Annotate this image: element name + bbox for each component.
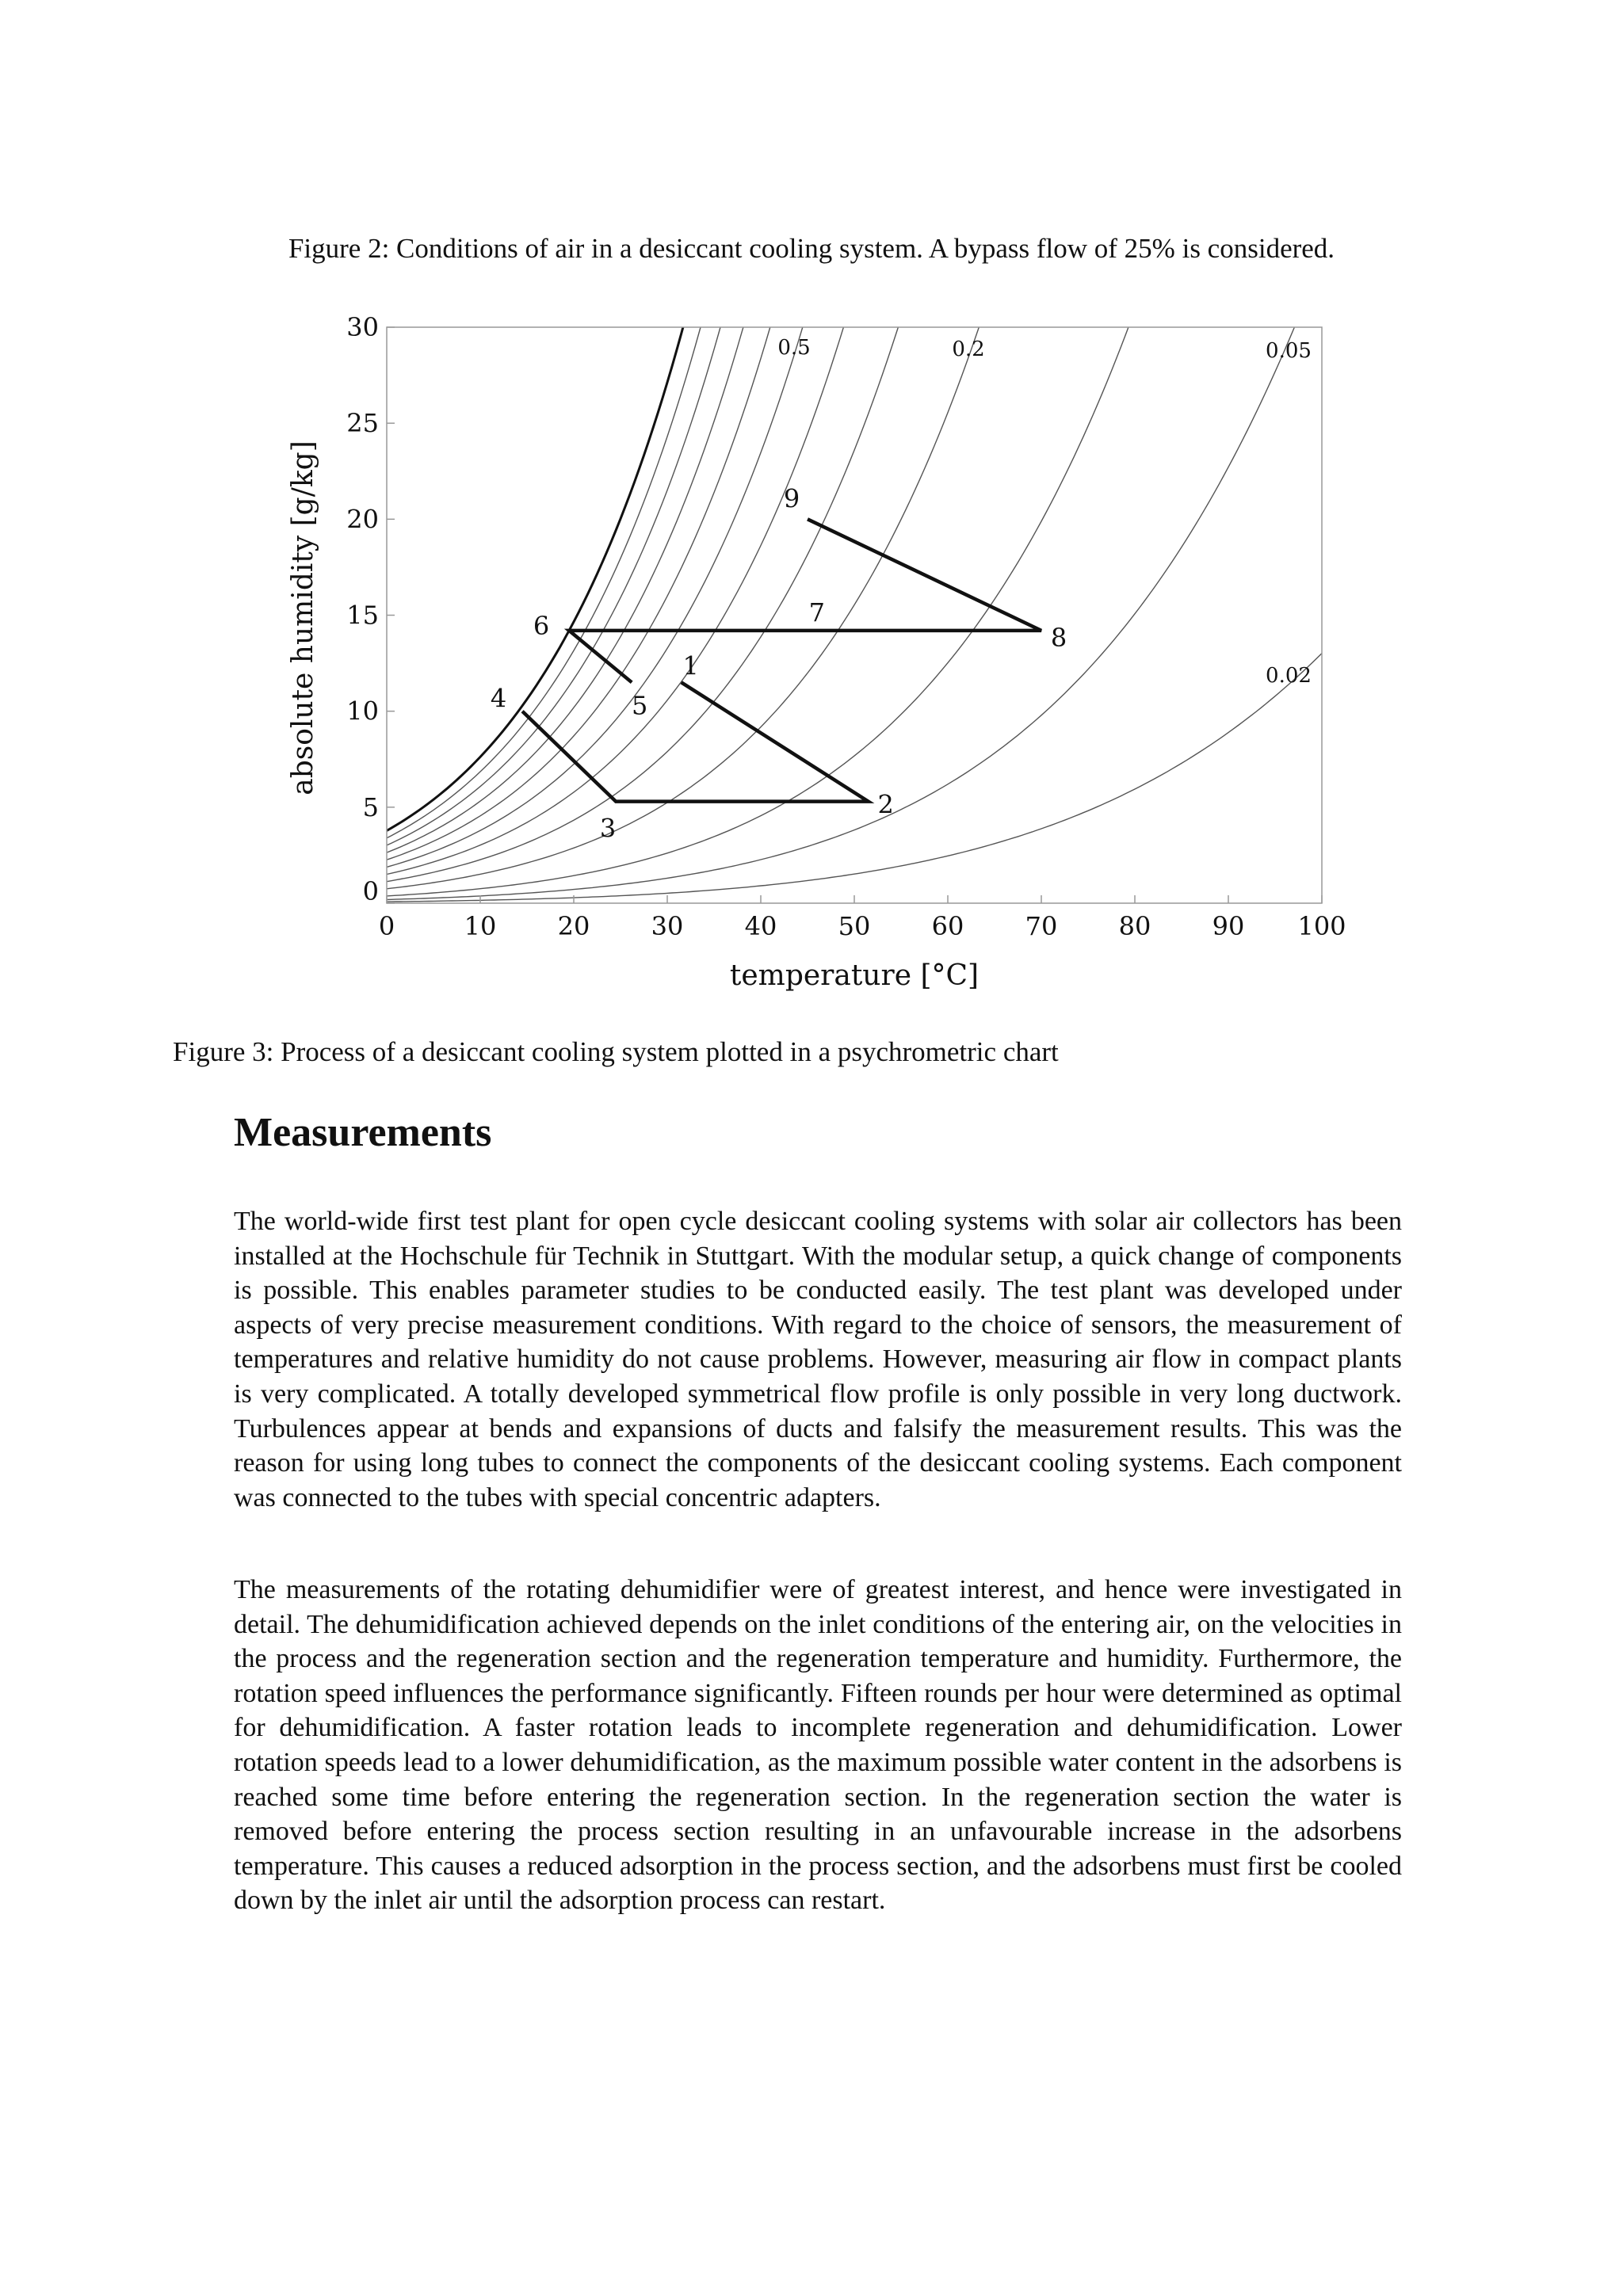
x-tick-label: 70 bbox=[1025, 911, 1058, 941]
process-point-label-9: 9 bbox=[783, 483, 800, 514]
x-tick-label: 30 bbox=[651, 911, 684, 941]
y-tick-label: 20 bbox=[346, 504, 379, 535]
x-tick-label: 80 bbox=[1118, 911, 1151, 941]
process-point-label-7: 7 bbox=[808, 597, 825, 627]
rh-curve-0_05 bbox=[387, 327, 1294, 900]
x-tick-label: 90 bbox=[1212, 911, 1245, 941]
process-point-label-5: 5 bbox=[631, 690, 648, 721]
figure-2-caption: Figure 2: Conditions of air in a desiccant cooling system. A bypass flow of 25% is considered. bbox=[288, 233, 1335, 264]
rh-curve-0_9 bbox=[387, 327, 701, 838]
axis-ticks bbox=[346, 312, 1346, 941]
process-point-label-3: 3 bbox=[599, 813, 617, 844]
process-point-label-6: 6 bbox=[533, 610, 550, 641]
rh-curve-0_1 bbox=[387, 327, 1128, 896]
x-tick-label: 60 bbox=[931, 911, 964, 941]
plot-frame bbox=[387, 327, 1322, 903]
figure-3-caption: Figure 3: Process of a desiccant cooling system plotted in a psychrometric chart bbox=[173, 1036, 1059, 1067]
y-tick-label: 5 bbox=[362, 791, 379, 822]
y-tick-label: 15 bbox=[346, 600, 379, 631]
x-axis-title: temperature [°C] bbox=[729, 959, 980, 992]
y-axis-title: absolute humidity [g/kg] bbox=[287, 441, 319, 795]
rh-curve-label: 0.2 bbox=[952, 338, 985, 361]
x-tick-label: 50 bbox=[838, 911, 871, 941]
process-point-label-2: 2 bbox=[877, 789, 894, 820]
psychrometric-chart bbox=[0, 0, 1623, 1030]
y-tick-label: 10 bbox=[346, 696, 379, 727]
process-point-label-1: 1 bbox=[682, 650, 699, 681]
rh-curve-0_6 bbox=[387, 327, 770, 860]
y-tick-label: 25 bbox=[346, 408, 379, 439]
process-point-label-8: 8 bbox=[1050, 622, 1067, 653]
relative-humidity-curves bbox=[387, 327, 1322, 902]
x-tick-label: 100 bbox=[1297, 911, 1346, 941]
chart-labels bbox=[491, 336, 1312, 844]
x-tick-label: 20 bbox=[557, 911, 590, 941]
section-heading: Measurements bbox=[234, 1110, 492, 1155]
rh-curve-label: 0.5 bbox=[777, 336, 811, 360]
rh-curve-label: 0.05 bbox=[1266, 339, 1312, 363]
rh-curve-0_02 bbox=[387, 654, 1322, 902]
x-tick-label: 40 bbox=[744, 911, 777, 941]
y-tick-label: 0 bbox=[362, 876, 379, 906]
body-paragraph-2: The measurements of the rotating dehumidifier were of greatest interest, and hence were investigated in detail. The dehumidification achieved depends on the inlet conditions of the entering air, on the velocities in the process and the regeneration section and the regeneration temperature and humidity. Furthermore, the rotation speed influences the performance significantly. Fifteen rounds per hour were determined as optimal for dehumidification. A faster rotation leads to incomplete regeneration and dehumidification. Lower rotation speeds lead to a lower dehumidification, as the maximum possible water content in the adsorbens is reached some time before entering the regeneration section. In the regeneration section the water is removed before entering the process section resulting in an unfavourable increase in the adsorbens temperature. This causes a reduced adsorption in the process section, and the adsorbens must first be cooled down by the inlet air until the adsorption process can restart. bbox=[234, 1575, 1402, 1916]
rh-curve-0_7 bbox=[387, 327, 743, 852]
rh-curve-label: 0.02 bbox=[1266, 664, 1312, 688]
rh-curve-0_8 bbox=[387, 327, 720, 845]
x-tick-label: 10 bbox=[464, 911, 497, 941]
rh-curve-0_4 bbox=[387, 327, 843, 875]
y-tick-label: 30 bbox=[346, 312, 379, 342]
process-lines bbox=[522, 519, 1041, 801]
body-paragraph-1: The world-wide first test plant for open cycle desiccant cooling systems with solar air collectors has been installed at the Hochschule für Technik in Stuttgart. With the modular setup, a quick change of components is possible. This enables parameter studies to be conducted easily. The test plant was developed under aspects of very precise measurement conditions. With regard to the choice of sensors, the measurement of temperatures and relative humidity do not cause problems. However, measuring air flow in compact plants is very complicated. A totally developed symmetrical flow profile is only possible in very long ductwork. Turbulences appear at bends and expansions of ducts and falsify the measurement results. This was the reason for using long tubes to connect the components of the desiccant cooling systems. Each component was connected to the tubes with special concentric adapters. bbox=[234, 1207, 1402, 1512]
process-point-label-4: 4 bbox=[490, 683, 507, 714]
rh-curve-1 bbox=[387, 327, 683, 831]
x-tick-label: 0 bbox=[378, 911, 395, 941]
